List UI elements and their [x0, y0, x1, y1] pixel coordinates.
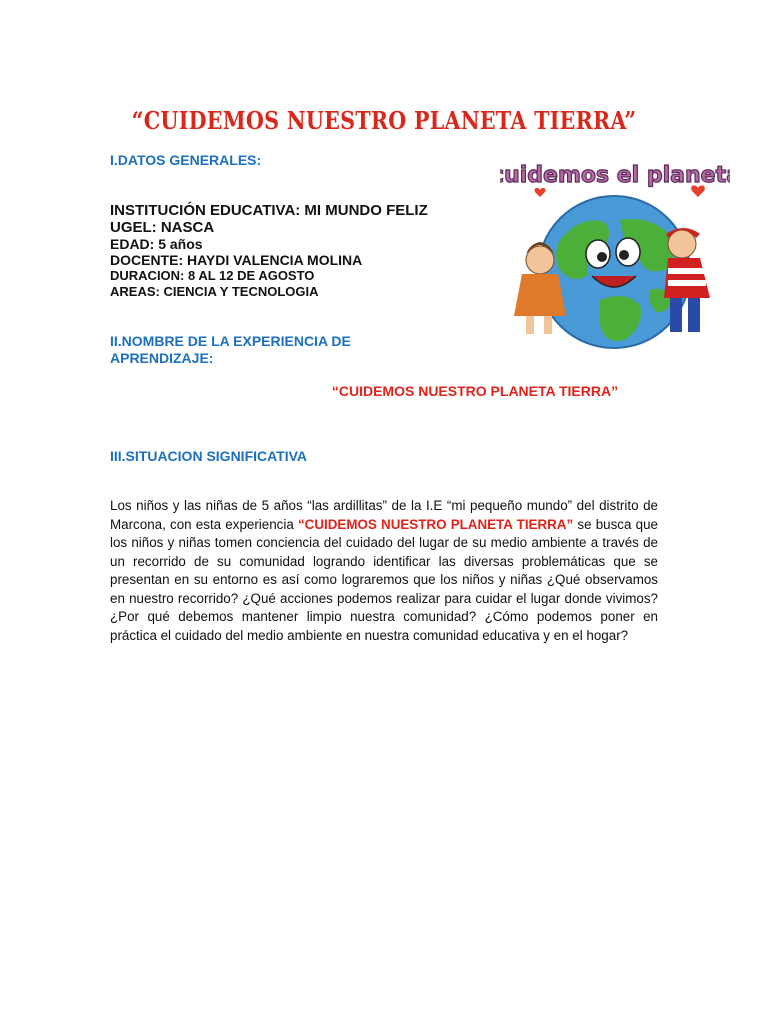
- section-heading-situacion-significativa: III.SITUACION SIGNIFICATIVA: [110, 448, 308, 464]
- duracion-line: DURACION: 8 AL 12 DE AGOSTO: [110, 268, 315, 283]
- section-heading-nombre-experiencia: [110, 333, 351, 367]
- institucion-line: INSTITUCIÓN EDUCATIVA: MI MUNDO FELIZ: [110, 202, 428, 219]
- section-heading-line1: II.NOMBRE DE LA EXPERIENCIA DE: [110, 333, 351, 349]
- general-data-block: [110, 202, 428, 300]
- situation-paragraph: [110, 497, 658, 645]
- ugel-line: UGEL: NASCA: [110, 219, 215, 236]
- paragraph-highlight: “CUIDEMOS NUESTRO PLANETA TIERRA”: [297, 516, 574, 532]
- paragraph-text-2: se busca que los niños y niñas tomen conciencia del cuidado del lugar de su medio ambiente a través de un recorrido de su comunidad logrando identificar las diversas problemáticas que se presentan en su entorno es así como lograremos que los niños y niñas ¿Qué observamos en nuestro recorrido? ¿Qué acciones podemos realizar para cuidar el lugar donde vivimos? ¿Por qué debemos mantener limpio nuestra comunidad? ¿Cómo podemos poner en práctica el cuidado del medio ambiente en nuestra comunidad educativa y en el hogar?: [110, 516, 658, 643]
- document-title: “CUIDEMOS NUESTRO PLANETA TIERRA”: [131, 106, 637, 135]
- globe-with-children-icon: [500, 150, 730, 360]
- docente-line: DOCENTE: HAYDI VALENCIA MOLINA: [110, 252, 363, 268]
- paragraph-text-1: Los niños y las niñas de 5 años “las ardillitas” de la I.E “mi pequeño mundo” del distrito de Marcona, con esta experiencia: [110, 498, 658, 532]
- section-heading-line2: APRENDIZAJE:: [110, 350, 214, 366]
- edad-line: EDAD: 5 años: [110, 236, 203, 252]
- experience-title: “CUIDEMOS NUESTRO PLANETA TIERRA”: [331, 383, 619, 399]
- areas-line: AREAS: CIENCIA Y TECNOLOGIA: [110, 284, 319, 299]
- section-heading-datos-generales: I.DATOS GENERALES:: [110, 152, 262, 168]
- illustration-caption: cuidemos el planeta: [500, 163, 730, 188]
